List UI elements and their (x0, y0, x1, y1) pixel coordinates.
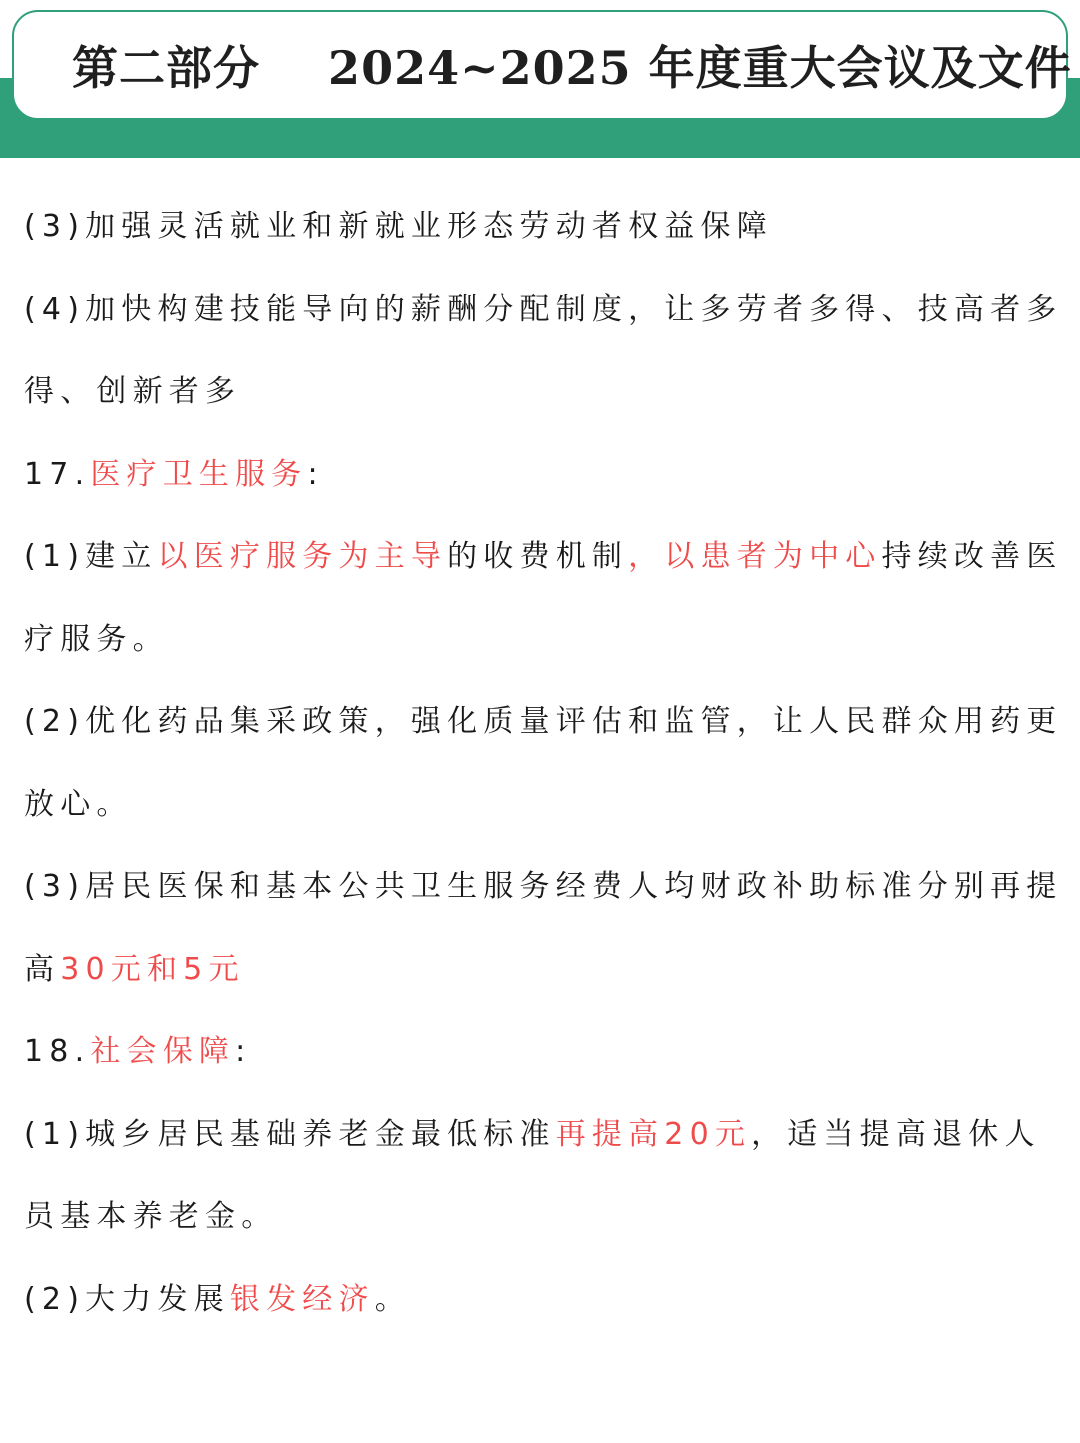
highlighted-text: 医疗卫生服务 (90, 456, 308, 492)
text-line (24, 516, 1068, 599)
body-text: 持续改善医 (881, 539, 1063, 574)
highlighted-text: ，以患者为中心 (628, 539, 882, 574)
body-text: 疗服务。 (24, 621, 169, 657)
text-line (24, 681, 1068, 764)
text-line (24, 186, 1068, 269)
body-text: 员基本养老金。 (24, 1199, 278, 1234)
text-line (24, 1094, 1068, 1177)
body-text: 18. (24, 1034, 91, 1069)
header-card (12, 10, 1072, 120)
text-line (24, 434, 1068, 517)
body-text: (1)城乡居民基础养老金最低标准 (24, 1116, 556, 1152)
highlighted-text: 以医疗服务为主导 (157, 539, 448, 574)
body-text: (1)建立 (24, 539, 158, 574)
text-line (24, 929, 1068, 1012)
body-text: (2)优化药品集采政策，强化质量评估和监管，让人民群众用药更 (24, 704, 1063, 739)
text-line (24, 1259, 1068, 1342)
body-text: (3)加强灵活就业和新就业形态劳动者权益保障 (24, 209, 773, 244)
text-line (24, 269, 1068, 352)
highlighted-text: 银发经济 (229, 1281, 375, 1317)
body-text: 17. (24, 456, 91, 492)
page-title: 第二部分 2024~2025 年度重大会议及文件 (72, 41, 1072, 95)
body-text: 放心。 (24, 786, 133, 822)
text-line (24, 846, 1068, 929)
body-text: 高 (24, 951, 61, 987)
body-text: ，适当提高退休人 (751, 1116, 1041, 1152)
highlighted-text: 再提高20元 (555, 1116, 752, 1152)
body-text: 的收费机制 (447, 539, 629, 574)
text-line (24, 351, 1068, 434)
body-text: (4)加快构建技能导向的薪酬分配制度，让多劳者多得、技高者多 (24, 291, 1063, 327)
document-body (24, 186, 1068, 1341)
text-line (24, 1011, 1068, 1094)
highlighted-text: 30元和5元 (60, 951, 245, 987)
text-line (24, 764, 1068, 847)
text-line (24, 1176, 1068, 1259)
body-text: 得、创新者多 (24, 374, 242, 409)
text-line (24, 599, 1068, 682)
highlighted-text: 社会保障 (90, 1034, 236, 1069)
body-text: : (235, 1034, 252, 1069)
body-text: (3)居民医保和基本公共卫生服务经费人均财政补助标准分别再提 (24, 869, 1063, 904)
body-text: : (307, 456, 324, 492)
body-text: 。 (374, 1281, 411, 1317)
body-text: (2)大力发展 (24, 1281, 230, 1317)
